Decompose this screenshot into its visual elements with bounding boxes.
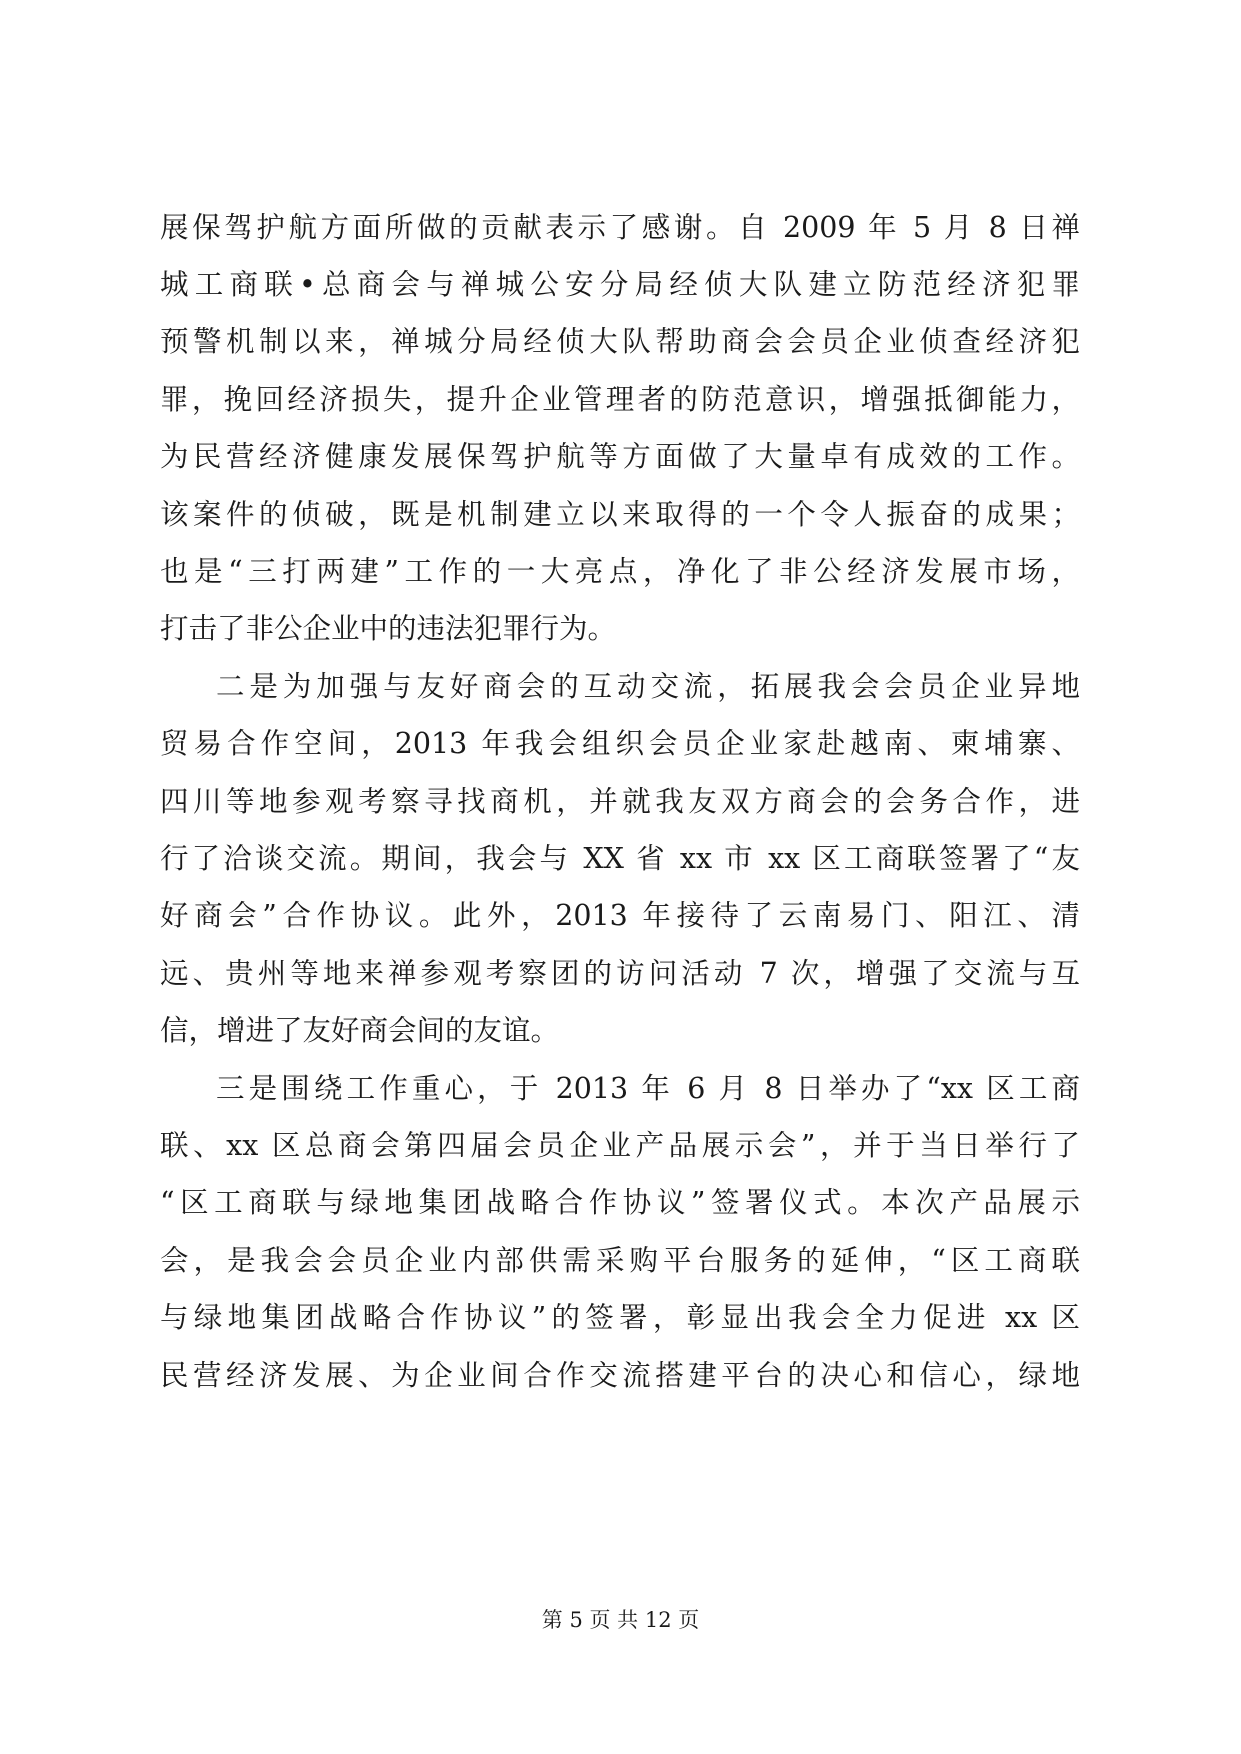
text-line: 为民营经济健康发展保驾护航等方面做了大量卓有成效的工作。 [160, 440, 1080, 473]
text-line: 远、贵州等地来禅参观考察团的访问活动 7 次，增强了交流与互 [160, 957, 1080, 990]
text-line: 预警机制以来，禅城分局经侦大队帮助商会会员企业侦查经济犯 [160, 325, 1080, 358]
text-line: 民营经济发展、为企业间合作交流搭建平台的决心和信心，绿地 [160, 1359, 1080, 1392]
text-line: 好商会”合作协议。此外，2013 年接待了云南易门、阳江、清 [160, 899, 1080, 932]
text-line: 该案件的侦破，既是机制建立以来取得的一个令人振奋的成果； [160, 498, 1080, 531]
text-line: “区工商联与绿地集团战略合作协议”签署仪式。本次产品展示 [160, 1186, 1080, 1219]
text-line: 行了洽谈交流。期间，我会与 XX 省 xx 市 xx 区工商联签署了“友 [160, 842, 1080, 875]
text-line: 会，是我会会员企业内部供需采购平台服务的延伸，“区工商联 [160, 1244, 1080, 1277]
paragraph-first-line: 三是围绕工作重心，于 2013 年 6 月 8 日举办了“xx 区工商 [216, 1072, 1080, 1105]
text-line: 四川等地参观考察寻找商机，并就我友双方商会的会务合作，进 [160, 785, 1080, 818]
text-line: 信，增进了友好商会间的友谊。 [160, 1014, 560, 1047]
paragraph-first-line: 二是为加强与友好商会的互动交流，拓展我会会员企业异地 [216, 670, 1080, 703]
text-line: 城工商联•总商会与禅城公安分局经侦大队建立防范经济犯罪 [160, 268, 1080, 301]
text-line: 与绿地集团战略合作协议”的签署，彰显出我会全力促进 xx 区 [160, 1301, 1080, 1334]
page-number-footer: 第 5 页 共 12 页 [541, 1608, 700, 1632]
text-line: 也是“三打两建”工作的一大亮点，净化了非公经济发展市场， [160, 555, 1080, 588]
text-line: 联、xx 区总商会第四届会员企业产品展示会”，并于当日举行了 [160, 1129, 1080, 1162]
text-line: 展保驾护航方面所做的贡献表示了感谢。自 2009 年 5 月 8 日禅 [160, 211, 1080, 244]
text-line: 打击了非公企业中的违法犯罪行为。 [160, 612, 617, 645]
text-line: 罪，挽回经济损失，提升企业管理者的防范意识，增强抵御能力， [160, 383, 1080, 416]
text-line: 贸易合作空间，2013 年我会组织会员企业家赴越南、柬埔寨、 [160, 727, 1080, 760]
